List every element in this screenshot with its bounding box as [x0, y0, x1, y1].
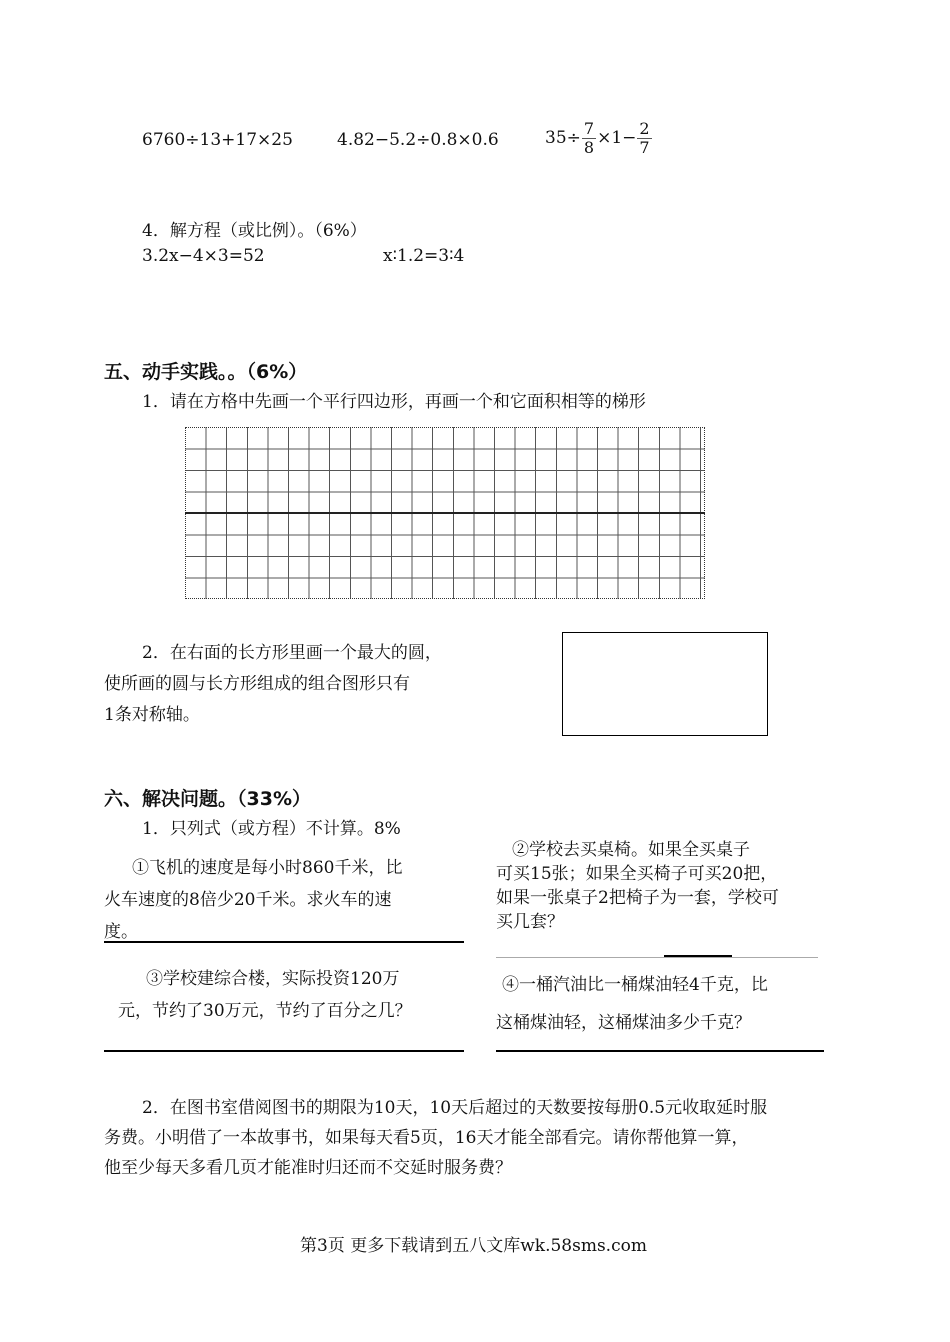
- fraction-2-7: [637, 120, 651, 157]
- problem-3-line-1: ③学校建综合楼，实际投资120万: [146, 969, 400, 989]
- calc-expression-3-mid: ×1−: [597, 128, 637, 148]
- problem-2-answer-line[interactable]: [496, 957, 818, 958]
- section-5-q2-line-3: 1条对称轴。: [104, 705, 200, 725]
- calc-expression-3-prefix: 35÷: [545, 128, 581, 148]
- calc-expression-3: [545, 120, 653, 157]
- page-footer: 第3页 更多下载请到五八文库wk.58sms.com: [300, 1236, 647, 1256]
- problem-4-line-1: ④一桶汽油比一桶煤油轻4千克，比: [502, 975, 768, 995]
- section-6-q1-title: 1．只列式（或方程）不计算。8%: [142, 819, 401, 839]
- section-5-q2-line-1: 2．在右面的长方形里画一个最大的圆，: [142, 643, 442, 663]
- problem-1-line-2: 火车速度的8倍少20千米。求火车的速: [104, 890, 392, 910]
- problem-4-answer-line[interactable]: [496, 1050, 824, 1052]
- section-6-heading: 六、解决问题。（33%）: [104, 788, 311, 810]
- problem-3-answer-line[interactable]: [104, 1050, 464, 1052]
- problem-2-line-4: 买几套？: [496, 912, 564, 932]
- q4-equation-1: 3.2x−4×3=52: [142, 246, 265, 266]
- section-6-q2-line-2: 务费。小明借了一本故事书，如果每天看5页，16天才能全部看完。请你帮他算一算，: [104, 1128, 749, 1148]
- section-5-heading: 五、动手实践。。（6%）: [104, 361, 308, 383]
- fraction-numerator: 2: [639, 119, 650, 138]
- calc-expression-2: 4.82−5.2÷0.8×0.6: [337, 130, 499, 150]
- problem-2-line-2: 可买15张；如果全买椅子可买20把，: [496, 864, 778, 884]
- rectangle-drawing-area[interactable]: [562, 632, 768, 736]
- problem-4-line-2: 这桶煤油轻，这桶煤油多少千克？: [496, 1013, 751, 1033]
- q4-title: 4．解方程（或比例）。（6%）: [142, 221, 367, 241]
- grid-center-line: [185, 512, 705, 514]
- section-6-q2-line-3: 他至少每天多看几页才能准时归还而不交延时服务费？: [104, 1158, 512, 1178]
- section-6-q2-line-1: 2．在图书室借阅图书的期限为10天，10天后超过的天数要按每册0.5元收取延时服: [142, 1098, 768, 1118]
- fraction-7-8: [582, 120, 596, 157]
- problem-2-line-1: ②学校去买桌椅。如果全买桌子: [512, 840, 750, 860]
- calc-expression-1: 6760÷13+17×25: [142, 130, 293, 150]
- section-5-q2-line-2: 使所画的圆与长方形组成的组合图形只有: [104, 674, 410, 694]
- fraction-denominator: 7: [639, 138, 650, 157]
- problem-2-line-3: 如果一张桌子2把椅子为一套，学校可: [496, 888, 779, 908]
- q4-equation-2: x∶1.2=3∶4: [383, 246, 465, 266]
- fraction-denominator: 8: [583, 138, 595, 157]
- problem-1-answer-line[interactable]: [104, 941, 464, 943]
- problem-1-line-1: ①飞机的速度是每小时860千米，比: [132, 858, 403, 878]
- problem-1-line-3: 度。: [104, 922, 138, 942]
- fraction-numerator: 7: [583, 119, 595, 138]
- section-5-q1: 1．请在方格中先画一个平行四边形，再画一个和它面积相等的梯形: [142, 392, 646, 412]
- problem-2-answer-mark: [664, 955, 732, 957]
- problem-3-line-2: 元，节约了30万元，节约了百分之几？: [118, 1001, 412, 1021]
